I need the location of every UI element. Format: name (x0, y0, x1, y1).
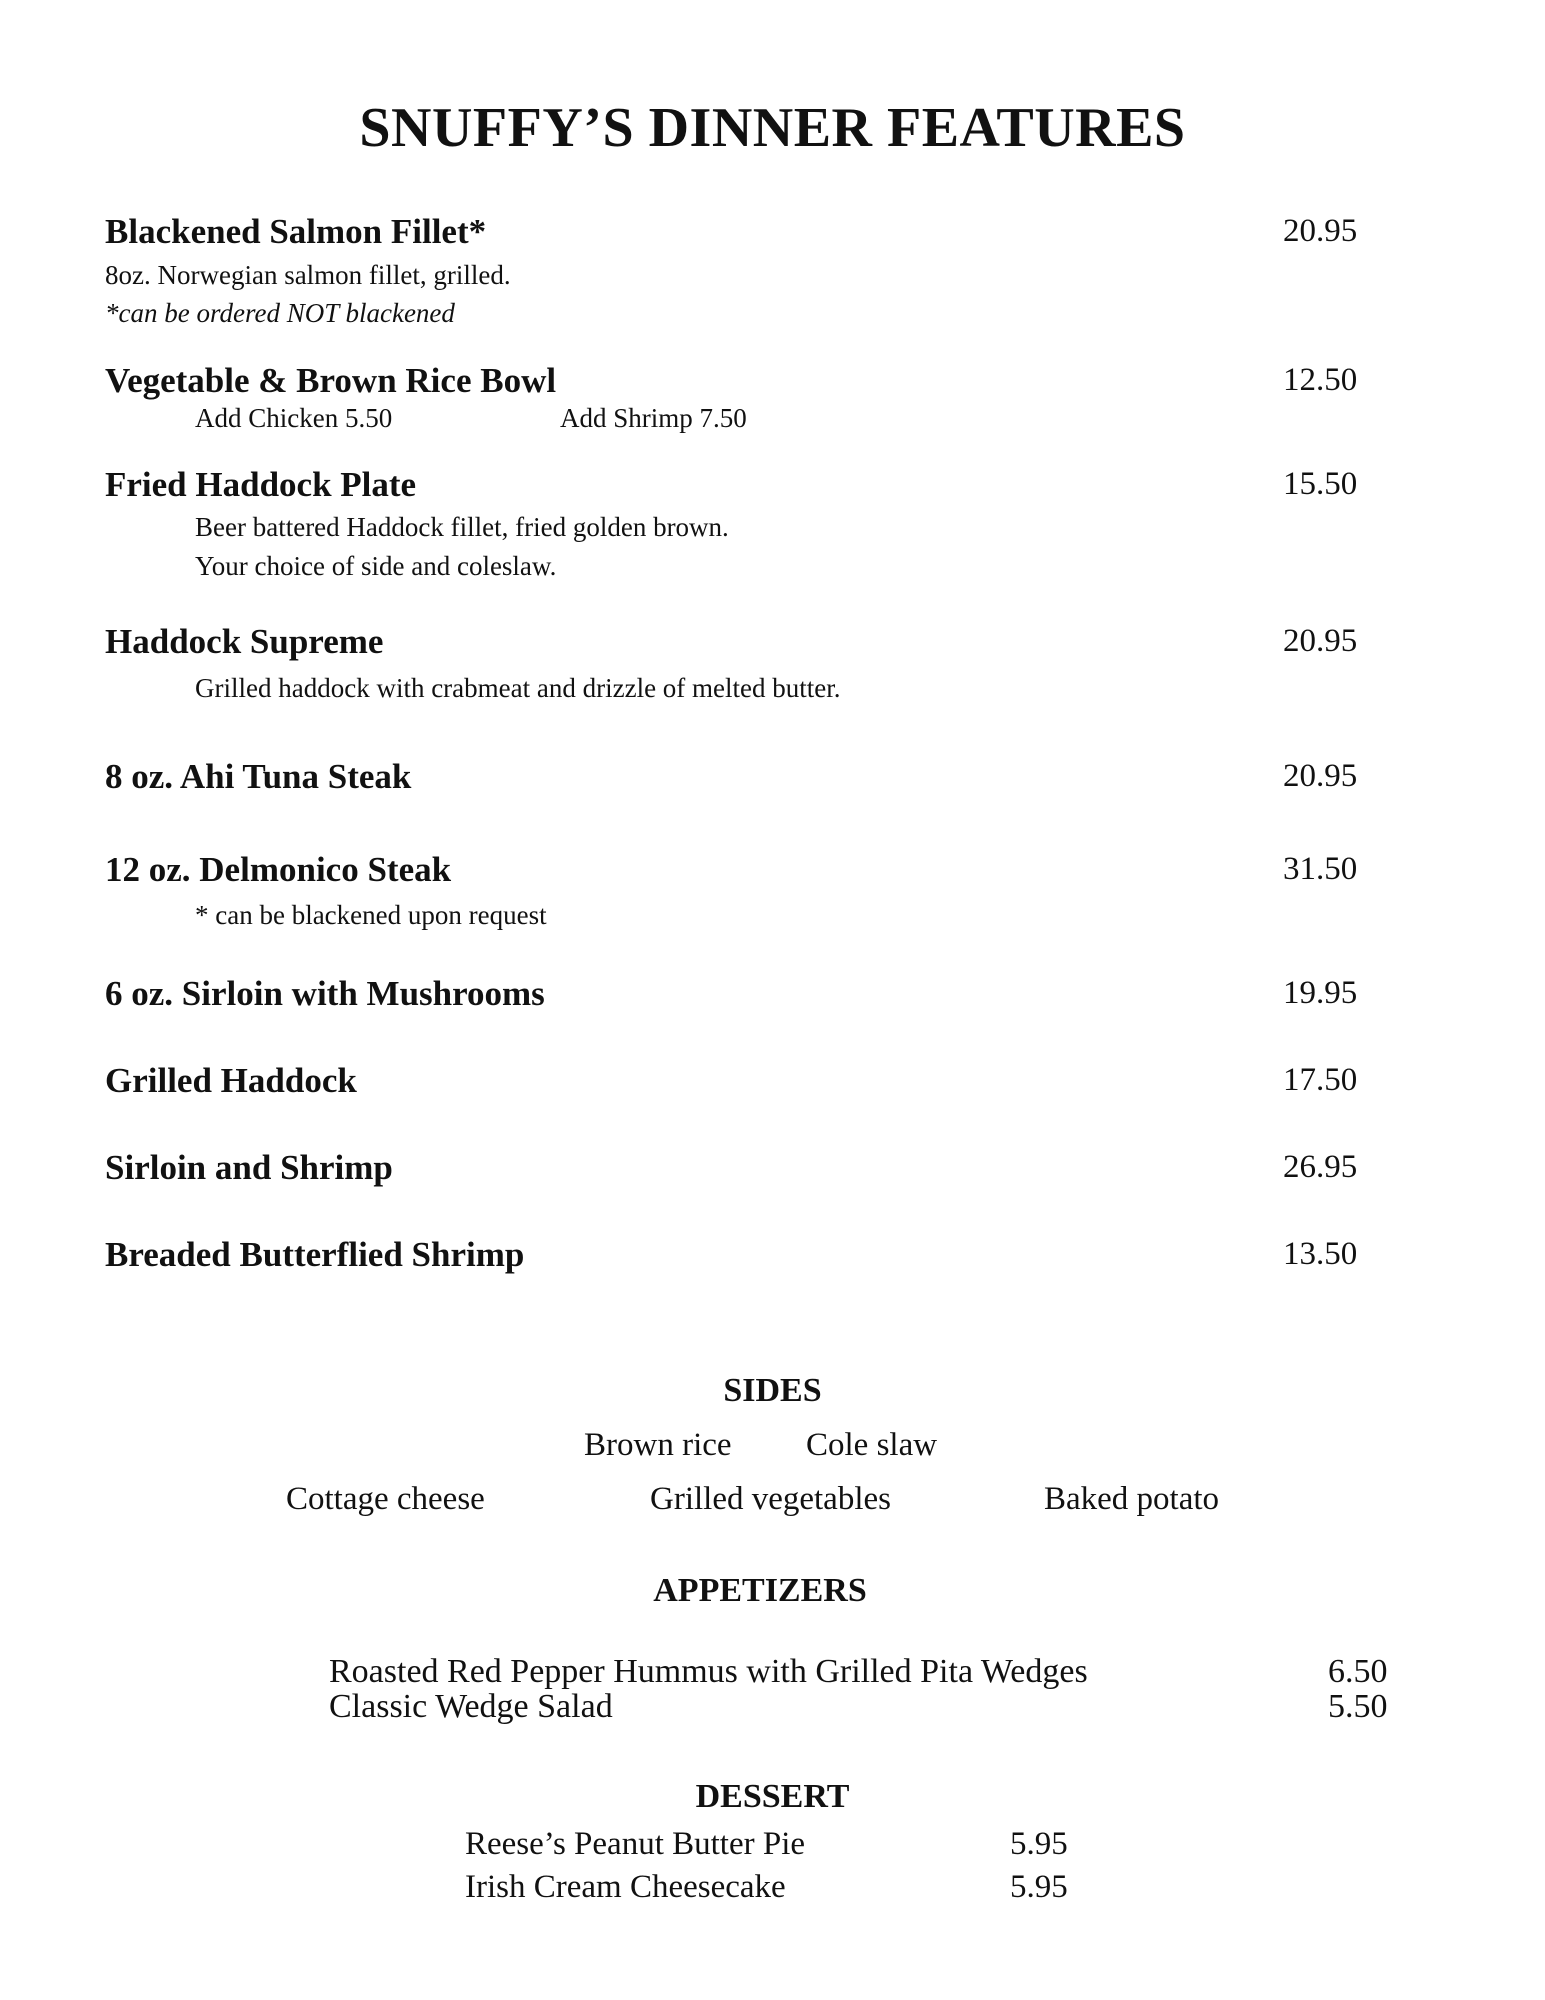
dish-description: Beer battered Haddock fillet, fried golden brown. (195, 512, 729, 542)
dish-name: Sirloin and Shrimp (105, 1148, 393, 1187)
dish-price: 12.50 (1283, 362, 1358, 398)
dish-description: Grilled haddock with crabmeat and drizzle of melted butter. (195, 673, 841, 703)
appetizer-name: Classic Wedge Salad (329, 1688, 613, 1725)
dish-name: 8 oz. Ahi Tuna Steak (105, 757, 412, 796)
dish-addon: Add Chicken 5.50 (195, 403, 393, 433)
dish-description: 8oz. Norwegian salmon fillet, grilled. (105, 260, 511, 290)
appetizer-price: 5.50 (1328, 1688, 1388, 1725)
dish-addon: Add Shrimp 7.50 (560, 403, 747, 433)
dish-price: 17.50 (1283, 1062, 1358, 1098)
dish-price: 15.50 (1283, 466, 1358, 502)
dish-price: 26.95 (1283, 1149, 1358, 1185)
dish-price: 13.50 (1283, 1236, 1358, 1272)
appetizers-heading: APPETIZERS (653, 1572, 867, 1609)
side-item: Grilled vegetables (650, 1481, 891, 1517)
dish-name: Fried Haddock Plate (105, 465, 417, 504)
side-item: Cottage cheese (286, 1481, 485, 1517)
dish-price: 20.95 (1283, 623, 1358, 659)
dish-note: *can be ordered NOT blackened (105, 298, 455, 328)
dish-name: Haddock Supreme (105, 622, 384, 661)
menu-title: SNUFFY’S DINNER FEATURES (359, 97, 1186, 159)
dish-name: Blackened Salmon Fillet* (105, 212, 487, 251)
dish-price: 20.95 (1283, 758, 1358, 794)
dish-name: 12 oz. Delmonico Steak (105, 850, 452, 889)
dessert-price: 5.95 (1010, 1826, 1068, 1862)
appetizer-price: 6.50 (1328, 1653, 1388, 1690)
dish-description: * can be blackened upon request (195, 900, 547, 930)
dish-name: Grilled Haddock (105, 1061, 357, 1100)
dish-name: Vegetable & Brown Rice Bowl (105, 361, 557, 400)
dish-price: 31.50 (1283, 851, 1358, 887)
dish-description: Your choice of side and coleslaw. (195, 551, 557, 581)
sides-heading: SIDES (723, 1372, 822, 1409)
dessert-name: Reese’s Peanut Butter Pie (465, 1826, 806, 1862)
side-item: Brown rice (584, 1427, 732, 1463)
side-item: Baked potato (1044, 1481, 1220, 1517)
dish-price: 20.95 (1283, 213, 1358, 249)
dish-name: 6 oz. Sirloin with Mushrooms (105, 974, 545, 1013)
dessert-price: 5.95 (1010, 1869, 1068, 1905)
dessert-heading: DESSERT (695, 1778, 850, 1815)
side-item: Cole slaw (806, 1427, 938, 1463)
dish-name: Breaded Butterflied Shrimp (105, 1235, 525, 1274)
appetizer-name: Roasted Red Pepper Hummus with Grilled Pita Wedges (329, 1653, 1088, 1690)
dessert-name: Irish Cream Cheesecake (465, 1869, 786, 1905)
dish-price: 19.95 (1283, 975, 1358, 1011)
